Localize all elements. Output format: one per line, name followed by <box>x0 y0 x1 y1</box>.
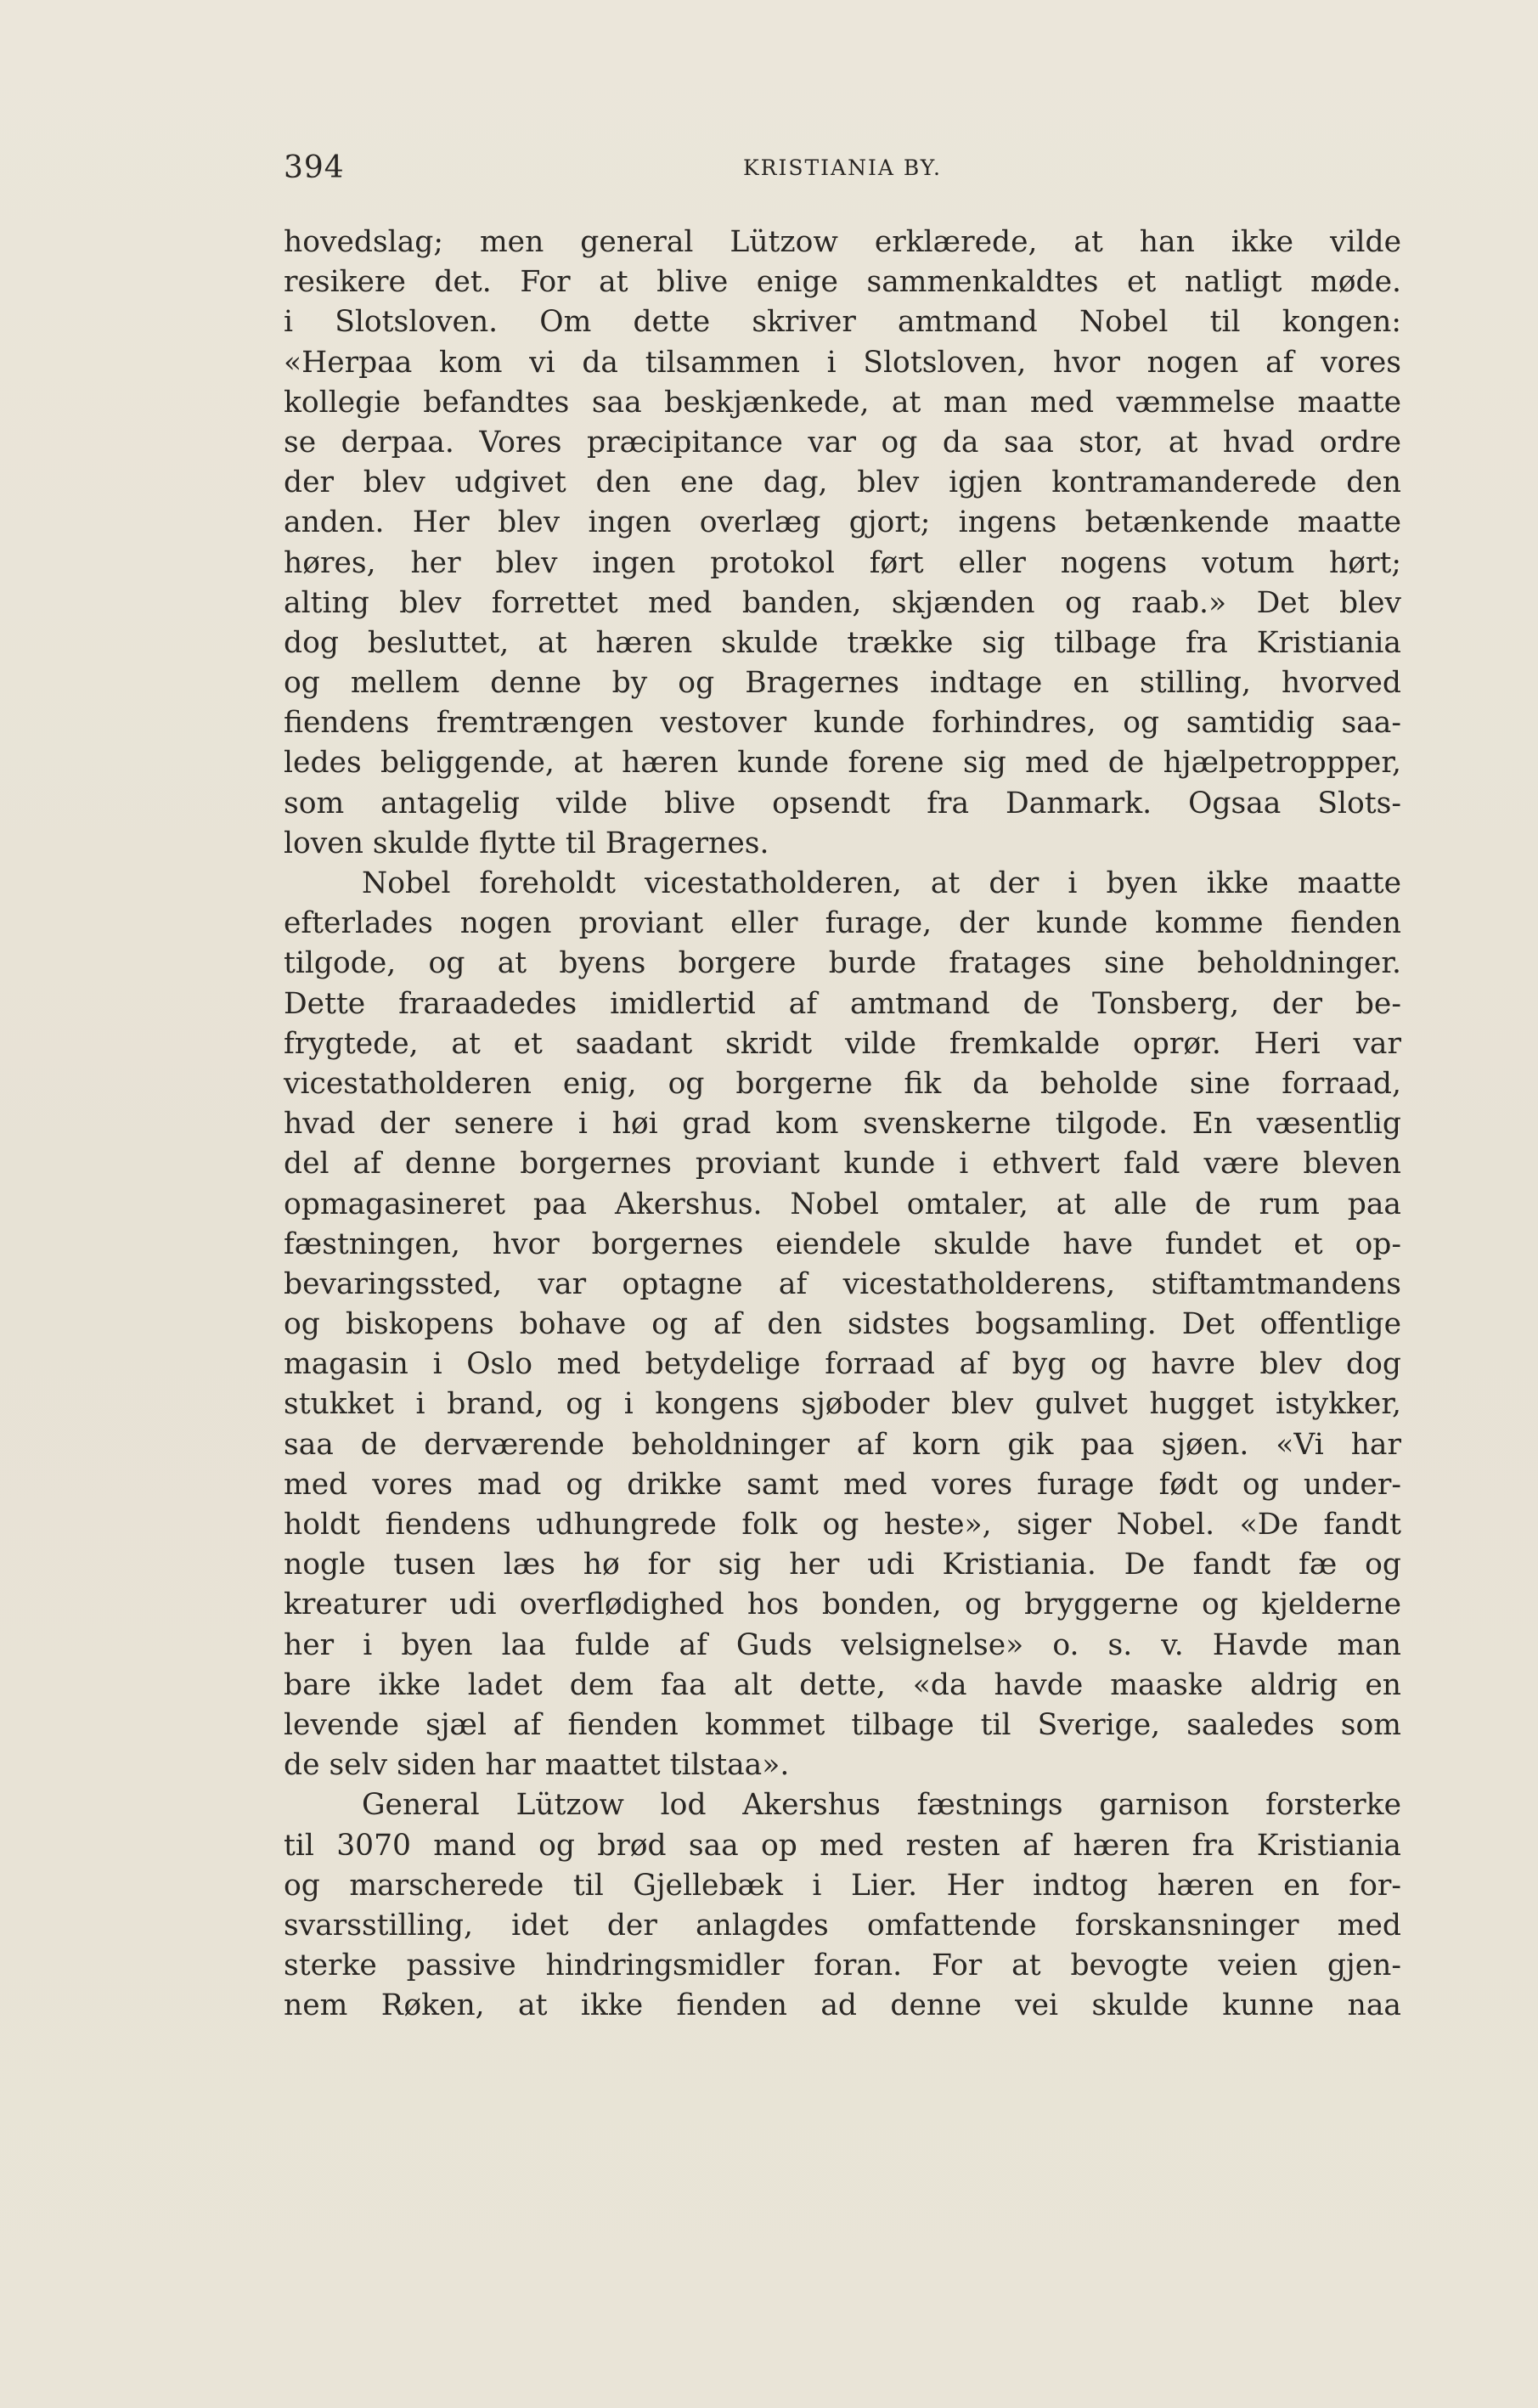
text-line: svarsstilling, idet der anlagdes omfattende forskansninger med <box>284 1908 1401 1943</box>
text-line: der blev udgivet den ene dag, blev igjen kontramanderede den <box>284 465 1401 500</box>
text-line: anden. Her blev ingen overlæg gjort; ingens betænkende maatte <box>284 505 1401 540</box>
text-line: magasin i Oslo med betydelige forraad af byg og havre blev dog <box>284 1347 1401 1382</box>
text-line: se derpaa. Vores præcipitance var og da saa stor, at hvad ordre <box>284 425 1401 460</box>
text-line: efterlades nogen proviant eller furage, der kunde komme fienden <box>284 906 1401 941</box>
text-line: Dette fraraadedes imidlertid af amtmand de Tonsberg, der be- <box>284 986 1401 1021</box>
page-header <box>284 149 1401 187</box>
text-line: hvad der senere i høi grad kom svenskerne tilgode. En væsentlig <box>284 1107 1401 1142</box>
text-line: ledes beliggende, at hæren kunde forene sig med de hjælpetroppper, <box>284 746 1401 781</box>
text-line: fæstningen, hvor borgernes eiendele skulde have fundet et op- <box>284 1227 1401 1261</box>
page-number: 394 <box>284 150 345 185</box>
text-line: og mellem denne by og Bragernes indtage en stilling, hvorved <box>284 666 1401 701</box>
body-text <box>284 223 1401 2026</box>
text-line: tilgode, og at byens borgere burde fratages sine beholdninger. <box>284 946 1401 981</box>
text-line: frygtede, at et saadant skridt vilde fremkalde oprør. Heri var <box>284 1026 1401 1061</box>
text-line: stukket i brand, og i kongens sjøboder blev gulvet hugget istykker, <box>284 1387 1401 1422</box>
running-head: KRISTIANIA BY. <box>742 155 943 180</box>
text-line: holdt fiendens udhungrede folk og heste», siger Nobel. «De fandt <box>284 1508 1401 1542</box>
text-line: levende sjæl af fienden kommet tilbage til Sverige, saaledes som <box>284 1707 1401 1742</box>
text-line: «Herpaa kom vi da tilsammen i Slotsloven, hvor nogen af vores <box>284 345 1401 380</box>
text-line: til 3070 mand og brød saa op med resten af hæren fra Kristiania <box>284 1828 1401 1863</box>
text-line: og marscherede til Gjellebæk i Lier. Her indtog hæren en for- <box>284 1868 1401 1903</box>
text-line: her i byen laa fulde af Guds velsignelse» o. s. v. Havde man <box>284 1627 1401 1662</box>
text-line: med vores mad og drikke samt med vores furage født og under- <box>284 1467 1401 1502</box>
text-line: fiendens fremtrængen vestover kunde forhindres, og samtidig saa- <box>284 706 1401 741</box>
text-line: bevaringssted, var optagne af vicestatholderens, stiftamtmandens <box>284 1266 1401 1301</box>
text-line: sterke passive hindringsmidler foran. For at bevogte veien gjen- <box>284 1948 1401 1983</box>
text-line: og biskopens bohave og af den sidstes bogsamling. Det offentlige <box>284 1307 1401 1342</box>
text-line: bare ikke ladet dem faa alt dette, «da havde maaske aldrig en <box>284 1667 1401 1702</box>
text-line: kreaturer udi overflødighed hos bonden, og bryggerne og kjelderne <box>284 1587 1401 1622</box>
text-line: opmagasineret paa Akershus. Nobel omtaler, at alle de rum paa <box>284 1187 1401 1221</box>
text-line: Nobel foreholdt vicestatholderen, at der i byen ikke maatte <box>362 866 1401 900</box>
text-line: loven skulde flytte til Bragernes. <box>284 826 769 860</box>
text-line: nogle tusen læs hø for sig her udi Kristiania. De fandt fæ og <box>284 1548 1401 1582</box>
text-line: kollegie befandtes saa beskjænkede, at man med væmmelse maatte <box>284 385 1401 420</box>
text-line: resikere det. For at blive enige sammenkaldtes et natligt møde. <box>284 265 1401 300</box>
text-line: General Lützow lod Akershus fæstnings garnison forsterke <box>362 1788 1401 1823</box>
text-line: de selv siden har maattet tilstaa». <box>284 1748 790 1783</box>
text-line: alting blev forrettet med banden, skjænden og raab.» Det blev <box>284 585 1401 620</box>
text-line: saa de derværende beholdninger af korn gik paa sjøen. «Vi har <box>284 1427 1401 1462</box>
text-line: vicestatholderen enig, og borgerne fik da beholde sine forraad, <box>284 1066 1401 1101</box>
text-line: hovedslag; men general Lützow erklærede, at han ikke vilde <box>284 225 1401 259</box>
text-line: høres, her blev ingen protokol ført eller nogens votum hørt; <box>284 545 1401 580</box>
text-line: del af denne borgernes proviant kunde i ethvert fald være bleven <box>284 1147 1401 1181</box>
text-line: nem Røken, at ikke fienden ad denne vei skulde kunne naa <box>284 1988 1401 2023</box>
text-line: som antagelig vilde blive opsendt fra Danmark. Ogsaa Slots- <box>284 786 1401 821</box>
text-line: dog besluttet, at hæren skulde trække sig tilbage fra Kristiania <box>284 625 1401 660</box>
text-line: i Slotsloven. Om dette skriver amtmand Nobel til kongen: <box>284 305 1401 340</box>
